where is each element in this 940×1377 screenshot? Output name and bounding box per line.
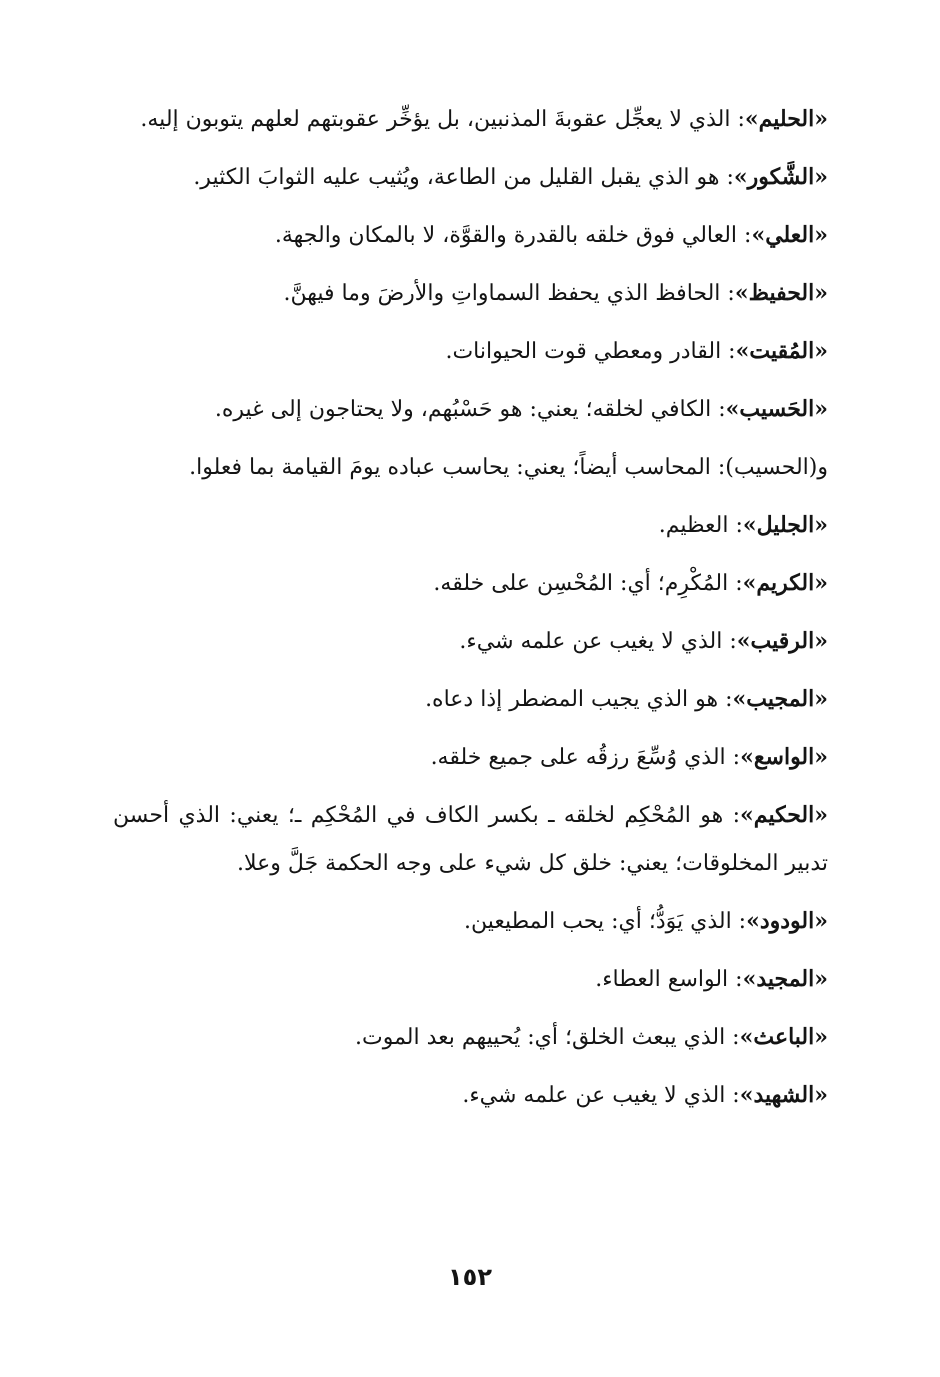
entry-term: «الحليم»	[744, 106, 828, 132]
entry-term: «الرقيب»	[736, 628, 828, 654]
entry-term: «الكريم»	[742, 570, 828, 596]
entry-term: «المجيب»	[732, 686, 828, 712]
entry-al-raqib	[113, 617, 828, 666]
entry-al-majid	[113, 955, 828, 1004]
entry-term: «الباعث»	[739, 1024, 828, 1050]
entry-al-shakur	[113, 153, 828, 202]
entry-term: «المجيد»	[742, 966, 828, 992]
entry-al-ali	[113, 211, 828, 260]
entry-term: «المُقيت»	[735, 338, 828, 364]
entry-definition: : الكافي لخلقه؛ يعني: هو حَسْبُهم، ولا يحتاجون إلى غيره.	[214, 397, 726, 422]
entry-definition: : الذي وُسِّعَ رزقُه على جميع خلقه.	[430, 745, 741, 770]
entry-term: «الودود»	[746, 908, 828, 934]
entry-al-wasi	[113, 733, 828, 782]
entry-definition: : الذي يبعث الخلق؛ أي: يُحييهم بعد الموت.	[355, 1025, 740, 1050]
entry-al-wadud	[113, 897, 828, 946]
entry-definition: : الحافظ الذي يحفظ السماواتِ والأرضَ وما فيهنَّ.	[283, 281, 735, 306]
entry-definition: : هو الذي يقبل القليل من الطاعة، ويُثيب عليه الثوابَ الكثير.	[193, 165, 734, 190]
entry-al-baith	[113, 1013, 828, 1062]
entry-term: «الواسع»	[740, 744, 828, 770]
entry-al-hafiz	[113, 269, 828, 318]
entry-term: «الجليل»	[742, 512, 828, 538]
entry-definition: : الذي يَوَدُّ؛ أي: يحب المطيعين.	[463, 909, 747, 934]
entry-al-muqit	[113, 327, 828, 376]
entry-term: «الحَسيب»	[725, 396, 828, 422]
entry-term: «الحكيم»	[740, 802, 828, 828]
page-number: ١٥٢	[448, 1263, 492, 1291]
entry-definition: : الواسع العطاء.	[595, 967, 743, 992]
entry-definition: : العالي فوق خلقه بالقدرة والقوَّة، لا بالمكان والجهة.	[274, 223, 752, 248]
entry-definition: : العظيم.	[658, 513, 743, 538]
entry-al-hakim	[113, 791, 828, 888]
entry-definition: : الذي لا يغيب عن علمه شيء.	[462, 1083, 740, 1108]
entry-al-halim	[113, 95, 828, 144]
entry-term: «الشهيد»	[739, 1082, 828, 1108]
entry-definition: : القادر ومعطي قوت الحيوانات.	[445, 339, 736, 364]
entry-term: «الحفيظ»	[734, 280, 828, 306]
entry-al-mujib	[113, 675, 828, 724]
entry-al-hasib	[113, 385, 828, 434]
entry-definition: : الذي لا يغيب عن علمه شيء.	[459, 629, 737, 654]
entry-definition: : الذي لا يعجِّل عقوبةَ المذنبين، بل يؤخِّر عقوبتهم لعلهم يتوبون إليه.	[140, 107, 745, 132]
entry-al-jalil	[113, 501, 828, 550]
entry-definition: و(الحسيب): المحاسب أيضاً؛ يعني: يحاسب عباده يومَ القيامة بما فعلوا.	[189, 455, 828, 480]
entry-term: «الشَّكور»	[733, 164, 828, 190]
entry-al-karim	[113, 559, 828, 608]
entry-term: «العلي»	[751, 222, 828, 248]
entry-al-shahid	[113, 1071, 828, 1120]
text-body	[113, 95, 828, 1129]
entry-definition: : المُكْرِم؛ أي: المُحْسِن على خلقه.	[433, 571, 743, 596]
entry-definition: : هو الذي يجيب المضطر إذا دعاه.	[425, 687, 733, 712]
entry-al-hasib-muhasib	[113, 443, 828, 492]
entry-definition: : هو المُحْكِم لخلقه ـ بكسر الكاف في المُحْكِم ـ؛ يعني: الذي أحسن تدبير المخلوقات؛ يعني: خلق كل شيء على وجه الحكمة جَلَّ وعلا.	[113, 803, 828, 876]
